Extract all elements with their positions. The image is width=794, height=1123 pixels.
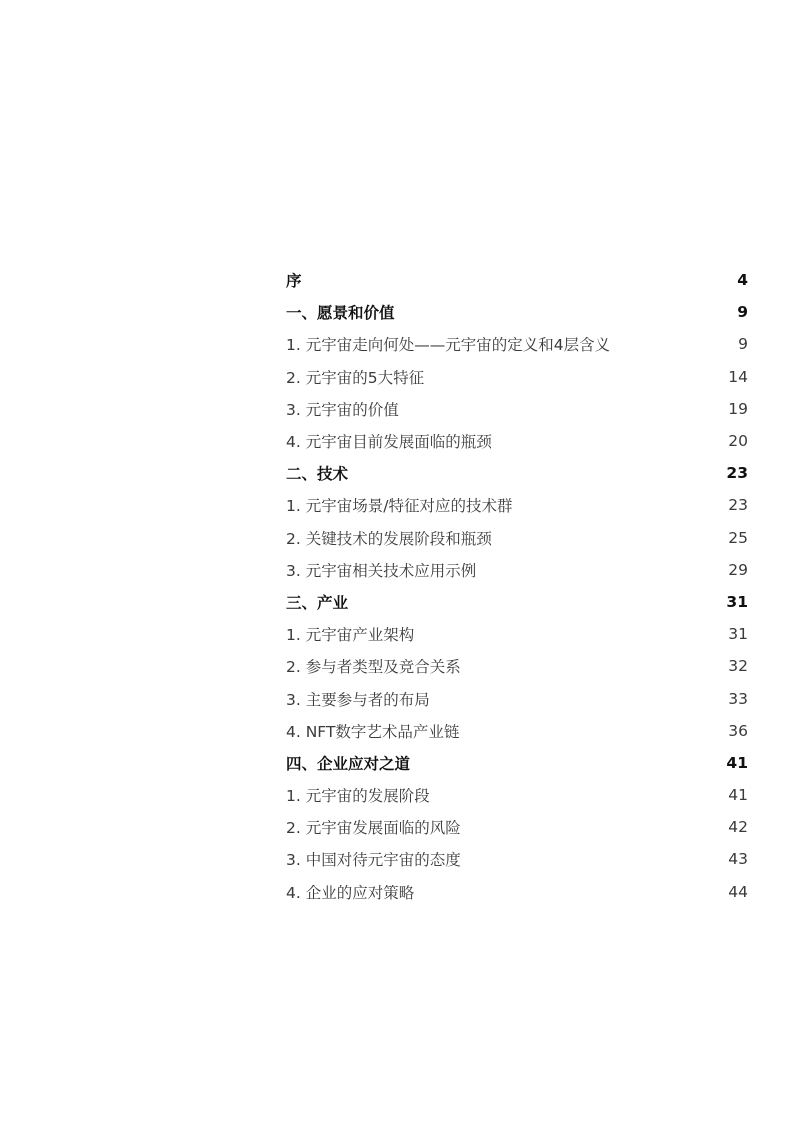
toc-row-section-2[interactable] [286,457,748,489]
toc-entry-label: 4. 元宇宙目前发展面临的瓶颈 [286,433,492,452]
toc-page-number: 31 [726,592,748,611]
toc-entry-label: 4. NFT数字艺术品产业链 [286,722,460,741]
toc-row-item[interactable] [286,328,748,360]
toc-entry-label: 3. 元宇宙相关技术应用示例 [286,561,477,580]
toc-row-section-3[interactable] [286,586,748,618]
toc-entry-label: 1. 元宇宙产业架构 [286,626,415,645]
toc-row-item[interactable] [286,779,748,811]
toc-page-number: 23 [728,496,748,515]
toc-page-number: 4 [737,271,748,290]
toc-entry-label: 1. 元宇宙走向何处——元宇宙的定义和4层含义 [286,336,611,355]
toc-page-number: 23 [726,464,748,483]
toc-page-number: 44 [728,882,748,901]
toc-entry-label: 4. 企业的应对策略 [286,883,415,902]
toc-entry-label: 3. 主要参与者的布局 [286,690,430,709]
toc-row-item[interactable] [286,489,748,521]
toc-row-item[interactable] [286,876,748,908]
table-of-contents [286,264,748,908]
toc-row-item[interactable] [286,522,748,554]
toc-page-number: 19 [728,399,748,418]
toc-entry-label: 三、产业 [286,593,349,612]
toc-entry-label: 1. 元宇宙场景/特征对应的技术群 [286,497,513,516]
toc-row-item[interactable] [286,361,748,393]
toc-row-item[interactable] [286,425,748,457]
toc-row-item[interactable] [286,843,748,875]
toc-entry-label: 2. 关键技术的发展阶段和瓶颈 [286,529,492,548]
toc-entry-label: 2. 参与者类型及竞合关系 [286,658,461,677]
toc-page-number: 20 [728,432,748,451]
toc-page-number: 31 [728,625,748,644]
toc-page-number: 9 [737,303,748,322]
toc-page-number: 9 [738,335,748,354]
toc-row-item[interactable] [286,554,748,586]
toc-row-item[interactable] [286,650,748,682]
toc-entry-label: 2. 元宇宙的5大特征 [286,368,425,387]
toc-page-number: 41 [728,786,748,805]
toc-row-preface[interactable] [286,264,748,296]
toc-page-number: 25 [728,528,748,547]
toc-entry-label: 1. 元宇宙的发展阶段 [286,787,430,806]
toc-row-item[interactable] [286,393,748,425]
toc-row-section-1[interactable] [286,296,748,328]
toc-row-item[interactable] [286,618,748,650]
toc-page-number: 32 [728,657,748,676]
toc-entry-label: 二、技术 [286,465,349,484]
toc-entry-label: 一、愿景和价值 [286,304,395,323]
toc-row-item[interactable] [286,715,748,747]
toc-row-item[interactable] [286,682,748,714]
toc-page-number: 14 [728,367,748,386]
toc-entry-label: 3. 中国对待元宇宙的态度 [286,851,461,870]
toc-page-number: 42 [728,818,748,837]
toc-entry-label: 序 [286,272,302,291]
toc-page-number: 29 [728,560,748,579]
toc-page-number: 36 [728,721,748,740]
toc-entry-label: 2. 元宇宙发展面临的风险 [286,819,461,838]
toc-row-item[interactable] [286,811,748,843]
toc-page-number: 43 [728,850,748,869]
toc-row-section-4[interactable] [286,747,748,779]
toc-entry-label: 四、企业应对之道 [286,754,411,773]
toc-page-number: 33 [728,689,748,708]
toc-entry-label: 3. 元宇宙的价值 [286,400,399,419]
toc-page-number: 41 [726,753,748,772]
